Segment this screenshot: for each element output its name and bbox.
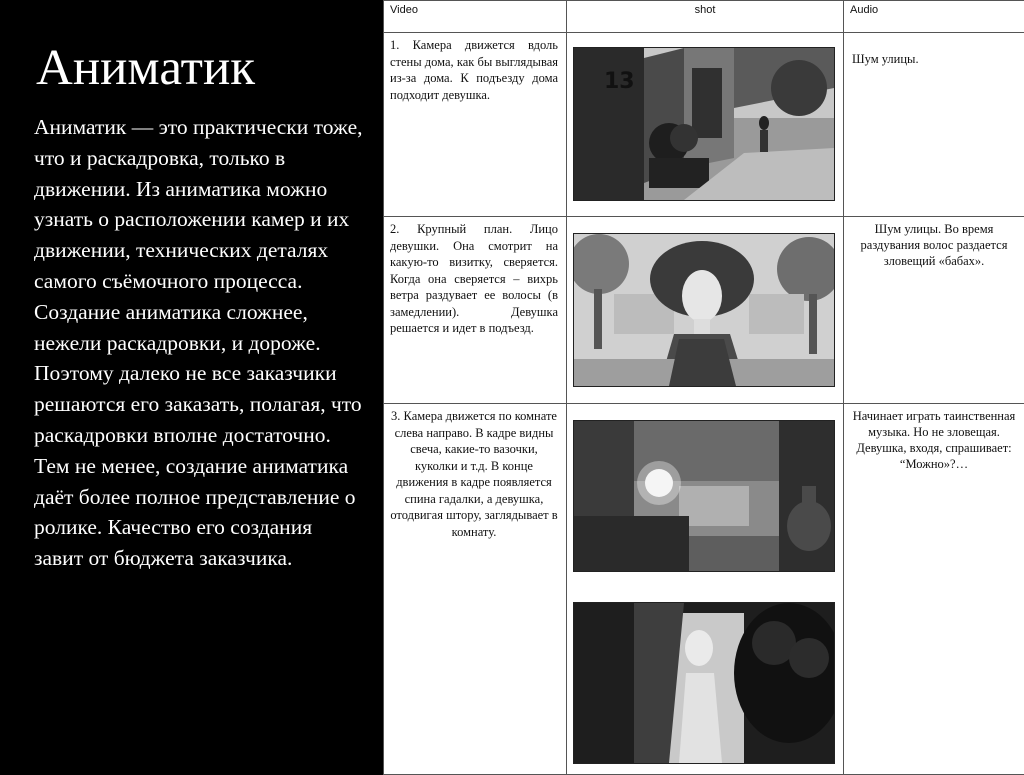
table-row bbox=[384, 33, 1024, 217]
shot-room-image bbox=[573, 420, 835, 572]
video-cell bbox=[384, 33, 567, 217]
shot-cell bbox=[567, 404, 844, 775]
storyboard-sheet bbox=[383, 0, 1024, 767]
shot-closeup-image bbox=[573, 233, 835, 387]
shot-cell bbox=[567, 33, 844, 217]
video-cell bbox=[384, 217, 567, 404]
header-audio: Audio bbox=[844, 1, 1024, 33]
storyboard-panel bbox=[383, 0, 1024, 767]
shot-cell bbox=[567, 217, 844, 404]
house-number: 13 bbox=[604, 69, 635, 94]
shot-doorway-image bbox=[573, 602, 835, 764]
header-shot: shot bbox=[567, 1, 844, 33]
video-description: 1. Камера движется вдоль стены дома, как бы выглядывая из-за дома. К подъезду дома подходит девушка. bbox=[384, 33, 566, 107]
left-panel bbox=[0, 0, 383, 767]
shot-street-image bbox=[573, 47, 835, 201]
audio-description: Шум улицы. bbox=[844, 33, 1024, 71]
video-description: 2. Крупный план. Лицо девушки. Она смотрит на какую-то визитку, сверяется. Когда она сверяется – вихрь ветра раздувает ее волосы (в замедлении). Девушка решается и идет в подъезд. bbox=[384, 217, 566, 341]
audio-description: Шум улицы. Во время раздувания волос раздается зловещий «бабах». bbox=[844, 217, 1024, 273]
audio-cell bbox=[844, 33, 1024, 217]
audio-cell bbox=[844, 217, 1024, 404]
storyboard-table bbox=[383, 0, 1024, 775]
table-header-row bbox=[384, 1, 1024, 33]
video-cell bbox=[384, 404, 567, 775]
slide-title: Аниматик bbox=[36, 38, 255, 98]
header-video: Video bbox=[384, 1, 567, 33]
slide-body-text: Аниматик — это практически тоже, что и раскадровка, только в движении. Из аниматика можно узнать о расположении камер и их движении, технических деталях самого съёмочного процесса. Создание аниматика сложнее, нежели раскадровки, и дороже. Поэтому далеко не все заказчики решаются его заказать, полагая, что раскадровки вполне достаточно. Тем не менее, создание аниматика даёт более полное представление о ролике. Качество его создания завит от бюджета заказчика. bbox=[34, 112, 364, 574]
table-row bbox=[384, 404, 1024, 775]
audio-cell bbox=[844, 404, 1024, 775]
video-description: 3. Камера движется по комнате слева направо. В кадре видны свеча, какие-то вазочки, куколки и т.д. В конце движения в кадре появляется спина гадалки, а девушка, отодвигая штору, заглядывает в комнату. bbox=[384, 404, 566, 544]
audio-description: Начинает играть таинственная музыка. Но не зловещая. Девушка, входя, спрашивает: “Можно»?… bbox=[844, 404, 1024, 476]
table-row bbox=[384, 217, 1024, 404]
